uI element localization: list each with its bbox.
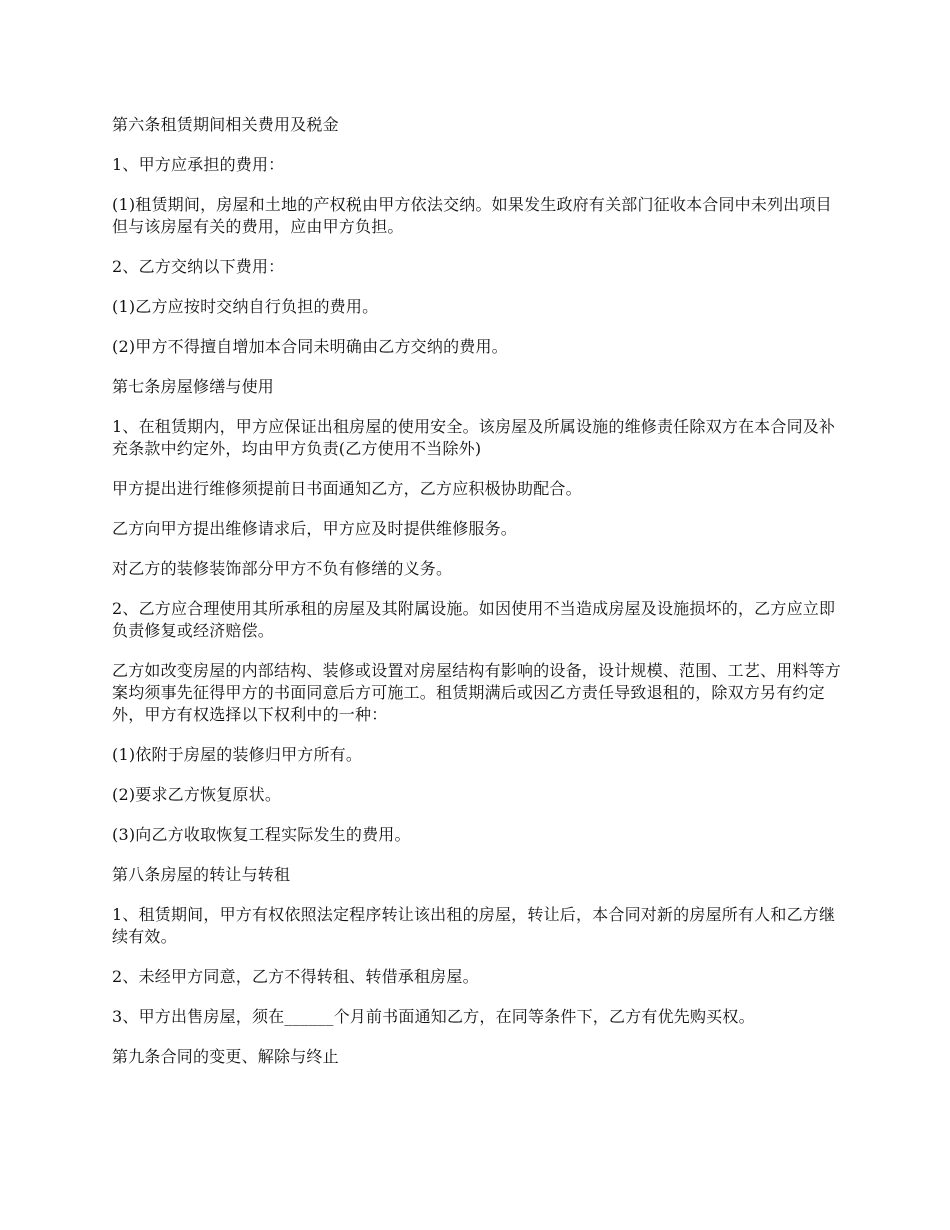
clause-paragraph: (2)甲方不得擅自增加本合同未明确由乙方交纳的费用。 [112, 337, 508, 356]
section-heading-7: 第七条房屋修缮与使用 [112, 377, 275, 396]
clause-paragraph: 乙方如改变房屋的内部结构、装修或设置对房屋结构有影响的设备，设计规模、范围、工艺、用料等方案均须事先征得甲方的书面同意后方可施工。租赁期满后或因乙方责任导致退租的，除双方另有约定外，甲方有权选择以下权利中的一种： [112, 661, 842, 724]
clause-paragraph: 3、甲方出售房屋，须在______个月前书面通知乙方，在同等条件下，乙方有优先购买权。 [112, 1007, 755, 1026]
section-heading-9: 第九条合同的变更、解除与终止 [112, 1047, 339, 1066]
clause-paragraph: 乙方向甲方提出维修请求后，甲方应及时提供维修服务。 [112, 519, 518, 538]
clause-paragraph: 2、乙方交纳以下费用： [112, 257, 285, 276]
document-body [112, 114, 842, 1086]
clause-paragraph: (3)向乙方收取恢复工程实际发生的费用。 [112, 825, 411, 844]
clause-paragraph: (1)依附于房屋的装修归甲方所有。 [112, 745, 363, 764]
section-heading-6: 第六条租赁期间相关费用及税金 [112, 115, 339, 134]
clause-paragraph: 甲方提出进行维修须提前日书面通知乙方，乙方应积极协助配合。 [112, 479, 582, 498]
clause-paragraph: (2)要求乙方恢复原状。 [112, 785, 282, 804]
clause-paragraph: (1)租赁期间，房屋和土地的产权税由甲方依法交纳。如果发生政府有关部门征收本合同中未列出项目但与该房屋有关的费用，应由甲方负担。 [112, 195, 832, 236]
clause-paragraph: 1、租赁期间，甲方有权依照法定程序转让该出租的房屋，转让后，本合同对新的房屋所有人和乙方继续有效。 [112, 905, 836, 946]
clause-paragraph: 1、在租赁期内，甲方应保证出租房屋的使用安全。该房屋及所属设施的维修责任除双方在本合同及补充条款中约定外，均由甲方负责(乙方使用不当除外) [112, 417, 836, 458]
clause-paragraph: 1、甲方应承担的费用： [112, 155, 285, 174]
section-heading-8: 第八条房屋的转让与转租 [112, 865, 291, 884]
clause-paragraph: (1)乙方应按时交纳自行负担的费用。 [112, 297, 379, 316]
clause-paragraph: 2、乙方应合理使用其所承租的房屋及其附属设施。如因使用不当造成房屋及设施损坏的，乙方应立即负责修复或经济赔偿。 [112, 599, 836, 640]
clause-paragraph: 2、未经甲方同意，乙方不得转租、转借承租房屋。 [112, 967, 479, 986]
clause-paragraph: 对乙方的装修装饰部分甲方不负有修缮的义务。 [112, 559, 453, 578]
